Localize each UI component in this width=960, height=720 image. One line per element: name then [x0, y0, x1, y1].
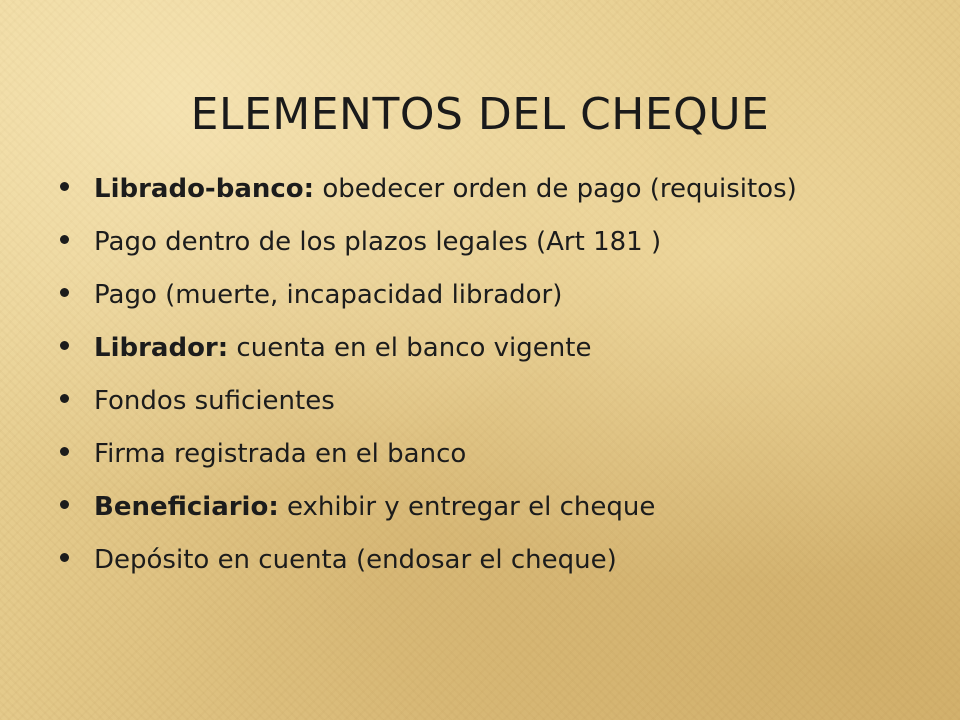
bullet-text: Pago (muerte, incapacidad librador) [94, 280, 563, 310]
bullet-text: Firma registrada en el banco [94, 439, 467, 469]
bullet-text: Pago dentro de los plazos legales (Art 181 ) [94, 227, 662, 257]
bullet-icon [60, 553, 69, 562]
bullet-icon [60, 288, 69, 297]
bullet-icon [60, 500, 69, 509]
bullet-item-beneficiario [60, 490, 920, 525]
bullet-text: cuenta en el banco vigente [228, 333, 592, 363]
bullet-list [60, 172, 920, 596]
bullet-text: Depósito en cuenta (endosar el cheque) [94, 545, 617, 575]
bullet-item-librado-banco [60, 172, 920, 207]
bullet-item-firma [60, 437, 920, 472]
bullet-text: exhibir y entregar el cheque [278, 492, 656, 522]
bullet-icon [60, 447, 69, 456]
bullet-item-pago-muerte [60, 278, 920, 313]
bullet-item-pago-plazos [60, 225, 920, 260]
bullet-icon [60, 235, 69, 244]
bullet-item-deposito [60, 543, 920, 578]
bullet-icon [60, 394, 69, 403]
slide-title: ELEMENTOS DEL CHEQUE [190, 89, 770, 141]
bullet-item-librador [60, 331, 920, 366]
bullet-text: Fondos suficientes [94, 386, 335, 416]
bullet-item-fondos [60, 384, 920, 419]
bullet-icon [60, 182, 69, 191]
bullet-text: obedecer orden de pago (requisitos) [314, 174, 797, 204]
bullet-bold-label: Beneficiario: [94, 492, 279, 522]
bullet-icon [60, 341, 69, 350]
bullet-bold-label: Librador: [94, 333, 229, 363]
bullet-bold-label: Librado-banco: [94, 174, 315, 204]
